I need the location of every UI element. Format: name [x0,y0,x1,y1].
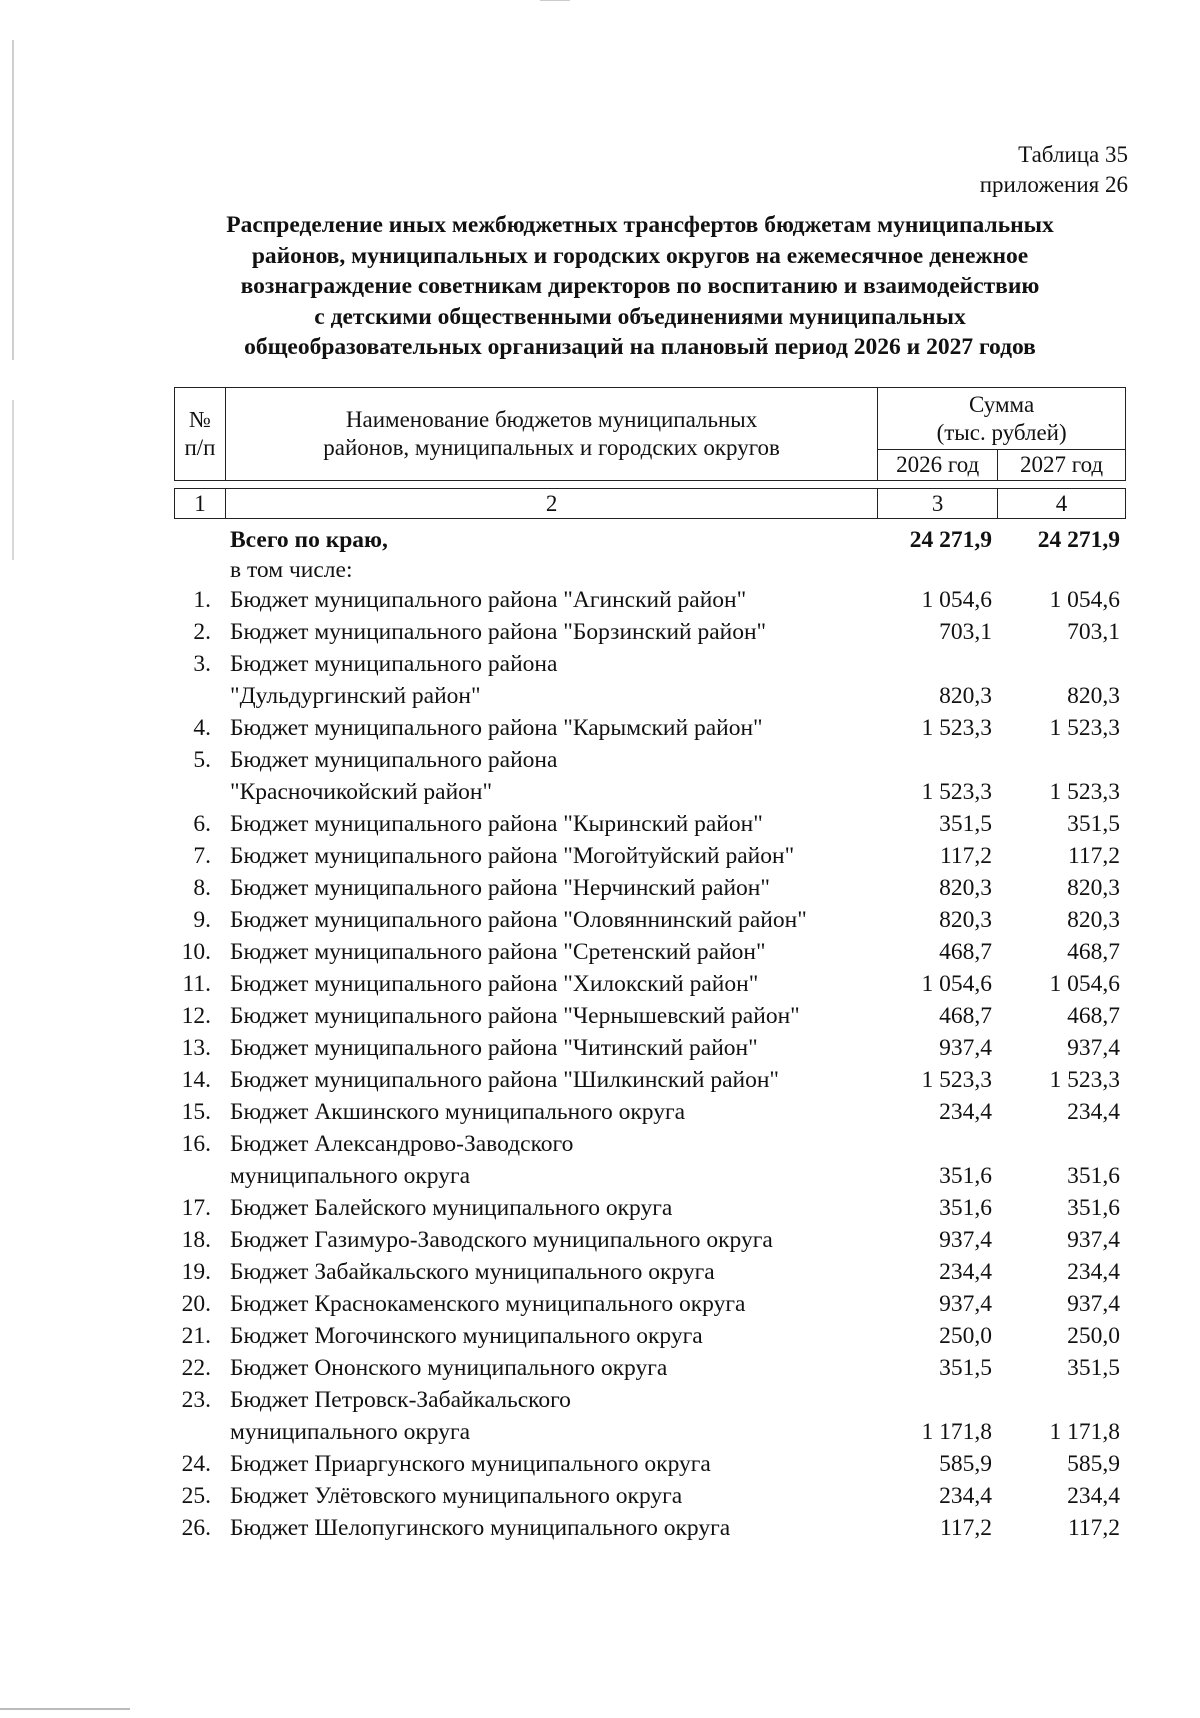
row-number: 6. [193,811,211,837]
row-number: 5. [193,747,211,773]
table-row [174,1032,1126,1064]
budget-name-line: Бюджет муниципального района "Нерчинский район" [230,875,770,901]
row-number: 2. [193,619,211,645]
row-number: 23. [181,1387,211,1413]
total-row [174,524,1126,556]
amount-2026: 1 171,8 [921,1419,992,1445]
title-line: вознаграждение советникам директоров по воспитанию и взаимодействию [240,273,1040,299]
amount-2026: 820,3 [939,875,992,901]
budget-name-line: "Красночикойский район" [230,779,493,805]
row-number: 22. [181,1355,211,1381]
budget-name [225,1256,878,1288]
title-line: общеобразовательных организаций на плановый период 2026 и 2027 годов [244,334,1036,360]
budget-name [225,616,878,648]
amount-2027: 351,5 [1067,1355,1120,1381]
budget-name-line: Бюджет муниципального района "Кыринский район" [230,811,763,837]
budget-name-line: Бюджет Шелопугинского муниципального округа [230,1515,731,1541]
row-number: 7. [193,843,211,869]
budget-name [225,712,878,744]
amount-2027: 820,3 [1067,683,1120,709]
amount-2027: 820,3 [1067,875,1120,901]
budget-name-line: Бюджет Балейского муниципального округа [230,1195,673,1221]
row-number: 17. [181,1195,211,1221]
budget-name-line: Бюджет муниципального района "Могойтуйский район" [230,843,795,869]
row-number: 1. [193,587,211,613]
total-2027: 24 271,9 [1037,527,1120,553]
row-number: 15. [181,1099,211,1125]
amount-2026: 703,1 [939,619,992,645]
amount-2026: 351,6 [939,1195,992,1221]
title-line: районов, муниципальных и городских округов на ежемесячное денежное [251,242,1029,269]
budget-name-line: Бюджет Александрово-Заводского [230,1131,574,1157]
budget-name-line: Бюджет муниципального района "Агинский район" [230,587,747,613]
table-reference [980,140,1128,200]
column-index: 2 [225,489,877,519]
table-row [174,936,1126,968]
table-row [174,1192,1126,1224]
row-number: 18. [181,1227,211,1253]
row-number: 4. [193,715,211,741]
budget-name-line: Бюджет муниципального района "Карымский район" [230,715,763,741]
amount-2027: 1 523,3 [1049,1067,1120,1093]
amount-2027: 468,7 [1067,939,1120,965]
table-row [174,1096,1126,1128]
budget-name [225,1352,878,1384]
budget-name-line: Бюджет Приаргунского муниципального округа [230,1451,711,1477]
scan-artifact-line [540,0,570,1]
amount-2027: 820,3 [1067,907,1120,933]
header-sum-unit: (тыс. рублей) [936,419,1067,445]
budget-name [225,1480,878,1512]
amount-2027: 250,0 [1067,1323,1120,1349]
budget-name [225,1192,878,1224]
budget-name-line: Бюджет Могочинского муниципального округа [230,1323,703,1349]
amount-2027: 117,2 [1067,1515,1120,1541]
budget-name-line: Бюджет Улётовского муниципального округа [230,1483,683,1509]
header-year-2027: 2027 год [998,450,1126,481]
amount-2026: 234,4 [939,1099,992,1125]
amount-2026: 820,3 [939,907,992,933]
budget-name [225,1448,878,1480]
amount-2027: 937,4 [1067,1035,1120,1061]
budget-name [225,1320,878,1352]
header-number-label: п/п [184,435,216,460]
title-line: Распределение иных межбюджетных трансфертов бюджетам муниципальных [226,212,1054,238]
header-number-cell [175,388,226,481]
total-2026: 24 271,9 [909,527,992,553]
budget-name [225,1288,878,1320]
appendix-number: приложения 26 [979,172,1128,197]
table-row [174,1128,1126,1192]
amount-2026: 468,7 [939,939,992,965]
amount-2026: 1 054,6 [921,971,992,997]
budget-name-line: Бюджет Краснокаменского муниципального округа [230,1291,746,1317]
budget-name-line: Бюджет муниципального района "Хилокский район" [230,971,759,997]
table-row [174,1256,1126,1288]
row-number: 21. [181,1323,211,1349]
header-number-symbol: № [189,407,211,432]
budget-name-line: Бюджет муниципального района "Чернышевский район" [230,1003,800,1029]
budget-name-line: Бюджет Петровск-Забайкальского [230,1387,571,1413]
table-row [174,1448,1126,1480]
amount-2027: 1 523,3 [1049,779,1120,805]
row-number: 19. [181,1259,211,1285]
column-index: 1 [175,489,226,519]
table-row [174,1352,1126,1384]
table-row [174,616,1126,648]
row-number: 10. [181,939,211,965]
amount-2027: 1 054,6 [1049,971,1120,997]
amount-2026: 1 523,3 [921,1067,992,1093]
scan-edge-line [12,40,14,360]
budget-name [225,1096,878,1128]
budget-name-line: Бюджет Акшинского муниципального округа [230,1099,686,1125]
amount-2026: 937,4 [939,1227,992,1253]
title-line: с детскими общественными объединениями муниципальных [314,303,966,330]
budget-name-line: Бюджет муниципального района [230,651,558,677]
budget-name-line: Бюджет муниципального района "Сретенский район" [230,939,766,965]
amount-2026: 937,4 [939,1291,992,1317]
table-row [174,1000,1126,1032]
budget-name-line: муниципального округа [230,1419,471,1445]
row-number: 26. [181,1515,211,1541]
budget-name [225,584,878,616]
budget-name [225,936,878,968]
including-label: в том числе: [230,557,353,583]
table-row [174,744,1126,808]
budget-name-line: муниципального округа [230,1163,471,1189]
amount-2026: 234,4 [939,1259,992,1285]
table-row [174,648,1126,712]
amount-2027: 937,4 [1067,1227,1120,1253]
budget-name [225,872,878,904]
budget-name-line: Бюджет муниципального района [230,747,558,773]
amount-2026: 1 523,3 [921,779,992,805]
amount-2026: 468,7 [939,1003,992,1029]
budget-name-line: "Дульдургинский район" [230,683,481,709]
row-number: 25. [181,1483,211,1509]
amount-2027: 351,5 [1067,811,1120,837]
amount-2027: 585,9 [1067,1451,1120,1477]
amount-2026: 351,5 [939,811,992,837]
column-index: 3 [878,489,998,519]
amount-2026: 234,4 [939,1483,992,1509]
header-sum-label: Сумма [969,391,1035,417]
total-label: Всего по краю, [230,527,388,553]
table-row [174,584,1126,616]
table-row [174,904,1126,936]
budget-name-line: Бюджет Газимуро-Заводского муниципального округа [230,1227,773,1253]
budget-name [225,808,878,840]
amount-2027: 234,4 [1067,1483,1120,1509]
column-index-row [174,488,1126,519]
amount-2026: 250,0 [939,1323,992,1349]
row-number: 11. [182,971,211,997]
budget-name [225,840,878,872]
budget-name [225,1128,878,1192]
amount-2027: 937,4 [1067,1291,1120,1317]
amount-2027: 1 171,8 [1049,1419,1120,1445]
budget-name [225,744,878,808]
budget-name [225,1064,878,1096]
table-row [174,712,1126,744]
amount-2027: 703,1 [1067,619,1120,645]
table-row [174,968,1126,1000]
budget-name [225,1000,878,1032]
budget-name [225,1032,878,1064]
amount-2026: 351,5 [939,1355,992,1381]
table-header [174,387,1126,481]
subtotal-label-row [174,556,1126,584]
amount-2026: 1 523,3 [921,715,992,741]
header-name-line: Наименование бюджетов муниципальных [345,407,758,432]
amount-2027: 1 054,6 [1049,587,1120,613]
budget-name [225,968,878,1000]
amount-2027: 117,2 [1067,843,1120,869]
amount-2026: 351,6 [939,1163,992,1189]
header-name-line: районов, муниципальных и городских округов [323,435,780,460]
budget-name [225,1224,878,1256]
table-row [174,840,1126,872]
table-body [174,522,1126,1544]
amount-2026: 117,2 [939,1515,992,1541]
amount-2026: 1 054,6 [921,587,992,613]
table-row [174,808,1126,840]
scan-artifact-line [0,1708,130,1710]
header-name-cell [225,388,877,481]
table-row [174,872,1126,904]
budget-name-line: Бюджет Забайкальского муниципального округа [230,1259,715,1285]
amount-2026: 820,3 [939,683,992,709]
table-row [174,1288,1126,1320]
column-index: 4 [998,489,1126,519]
document-title [160,210,1120,363]
row-number: 8. [193,875,211,901]
table-row [174,1320,1126,1352]
budget-name [225,1384,878,1448]
amount-2027: 351,6 [1067,1195,1120,1221]
budget-name-line: Бюджет муниципального района "Оловяннинский район" [230,907,807,933]
row-number: 12. [181,1003,211,1029]
row-number: 20. [181,1291,211,1317]
budget-name [225,1512,878,1544]
table-row [174,1064,1126,1096]
row-number: 14. [181,1067,211,1093]
row-number: 16. [181,1131,211,1157]
row-number: 24. [181,1451,211,1477]
table-row [174,1512,1126,1544]
table-row [174,1384,1126,1448]
amount-2027: 234,4 [1067,1259,1120,1285]
header-year-2026: 2026 год [878,450,998,481]
amount-2027: 1 523,3 [1049,715,1120,741]
budget-name [225,648,878,712]
budget-name-line: Бюджет муниципального района "Читинский район" [230,1035,758,1061]
amount-2026: 937,4 [939,1035,992,1061]
amount-2026: 585,9 [939,1451,992,1477]
scan-edge-line [12,400,14,560]
amount-2027: 351,6 [1067,1163,1120,1189]
table-number: Таблица 35 [1018,142,1128,167]
row-number: 9. [193,907,211,933]
header-sum-cell [878,388,1126,450]
budget-name [225,904,878,936]
table-row [174,1224,1126,1256]
row-number: 3. [193,651,211,677]
row-number: 13. [181,1035,211,1061]
amount-2026: 117,2 [939,843,992,869]
budget-name-line: Бюджет муниципального района "Шилкинский район" [230,1067,780,1093]
amount-2027: 234,4 [1067,1099,1120,1125]
table-row [174,1480,1126,1512]
budget-name-line: Бюджет Ононского муниципального округа [230,1355,668,1381]
amount-2027: 468,7 [1067,1003,1120,1029]
budget-name-line: Бюджет муниципального района "Борзинский район" [230,619,767,645]
